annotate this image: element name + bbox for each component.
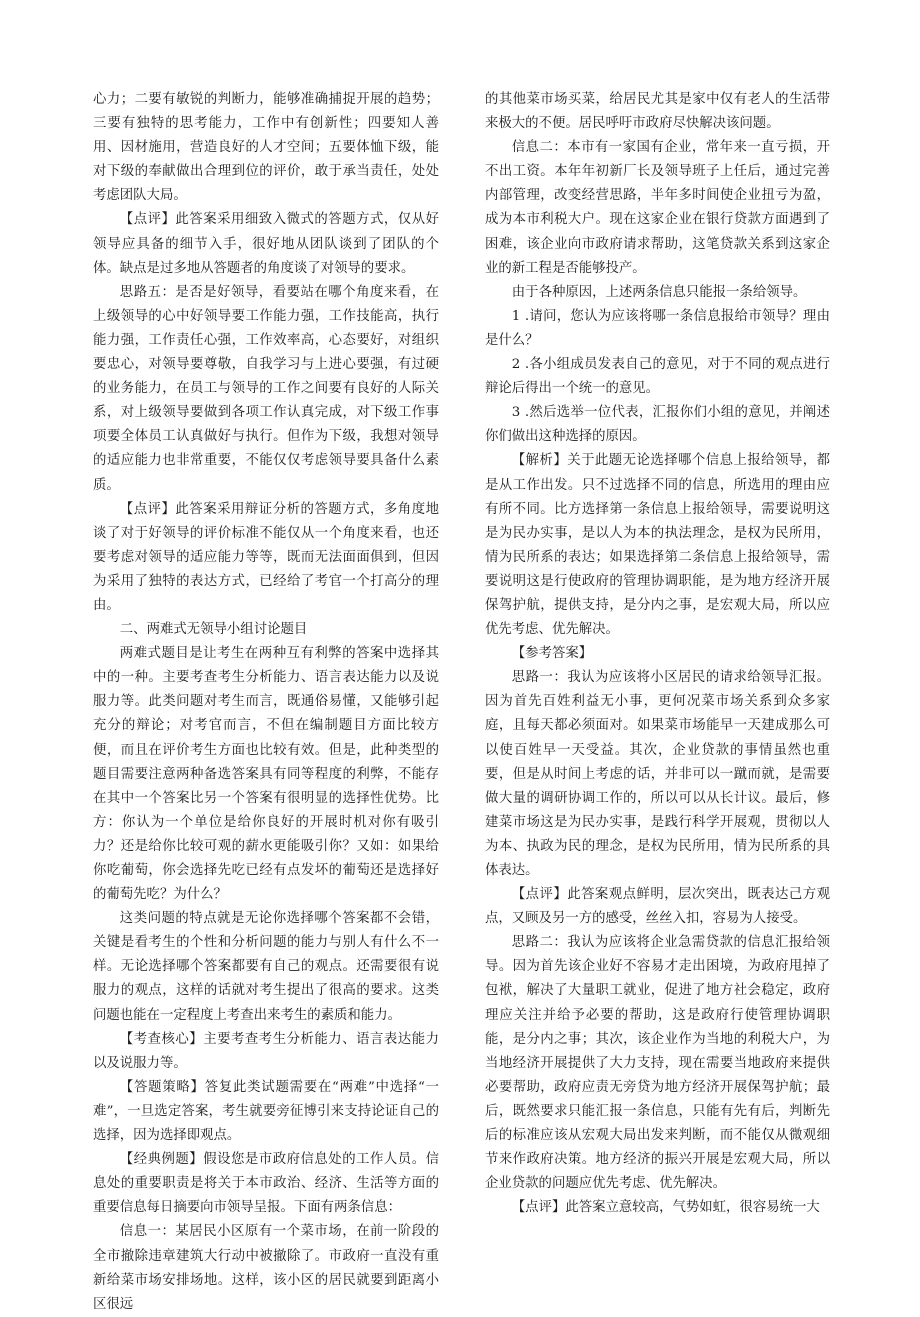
paragraph: 【解析】关于此题无论选择哪个信息上报给领导，都是从工作出发。只不过选择不同的信息，所选用的理由应有所不同。比方选择第一条信息上报给领导，需要说明这是为民办实事，是以人为本的执法理念，是权为民所用，情为民所系的表达；如果选择第二条信息上报给领导，需要说明这是行使政府的管理协调职能，是为地方经济开展保驾护航，提供支持，是分内之事，是宏观大局，所以应优先考虑、优先解决。 bbox=[485, 453, 830, 638]
paragraph: 【经典例题】假设您是市政府信息处的工作人员。信息处的重要职责是将关于本市政治、经济、生活等方面的重要信息每日摘要向市领导呈报。下面有两条信息： bbox=[93, 1152, 439, 1216]
paragraph: 【点评】此答案采用辩证分析的答题方式，多角度地谈了对于好领导的评价标准不能仅从一个角度来看，也还要考虑对领导的适应能力等等，既而无法面面俱到，但因为采用了独特的表达方式，已经给了考官一个打高分的理由。 bbox=[93, 501, 439, 613]
paragraph: 这类问题的特点就是无论你选择哪个答案都不会错，关键是看考生的个性和分析问题的能力与别人有什么不一样。无论选择哪个答案都要有自己的观点。还需要很有说服力的观点，这样的话就对考生提出了很高的要求。这类问题也能在一定程度上考查出来考生的素质和能力。 bbox=[93, 911, 439, 1023]
paragraph: 思路二：我认为应该将企业急需贷款的信息汇报给领导。因为首先该企业好不容易才走出困境，为政府甩掉了包袱，解决了大量职工就业，促进了地方社会稳定，政府理应关注并给予必要的帮助，这是政府行使管理协调职能，是分内之事；其次，该企业作为当地的利税大户，为当地经济开展提供了大力支持，现在需要当地政府来提供必要帮助，政府应责无旁贷为地方经济开展保驾护航；最后，既然要求只能汇报一条信息，只能有先有后，判断先后的标准应该从宏观大局出发来判断，而不能仅从微观细节来作政府决策。地方经济的振兴开展是宏观大局，所以企业贷款的问题应优先考虑、优先解决。 bbox=[485, 935, 830, 1192]
paragraph: 1 .请问，您认为应该将哪一条信息报给市领导？理由是什么？ bbox=[485, 308, 830, 348]
paragraph: 【点评】此答案观点鲜明，层次突出，既表达己方观点，又顾及另一方的感受，丝丝入扣，容易为人接受。 bbox=[485, 887, 830, 927]
paragraph: 信息一：某居民小区原有一个菜市场，在前一阶段的全市撤除违章建筑大行动中被撤除了。市政府一直没有重新给菜市场安排场地。这样，该小区的居民就要到距离小区很远 bbox=[93, 1224, 439, 1312]
paragraph: 【参考答案】 bbox=[511, 646, 593, 662]
paragraph: 心力；二要有敏锐的判断力，能够准确捕捉开展的趋势；三要有独特的思考能力，工作中有创新性；四要知人善用、因材施用，营造良好的人才空间；五要体恤下级，能对下级的奉献做出合理到位的评价，敢于承当责任，处处考虑团队大局。 bbox=[93, 92, 439, 204]
paragraph: 两难式题目是让考生在两种互有利弊的答案中选择其中的一种。主要考查考生分析能力、语言表达能力以及说服力等。此类问题对考生而言，既通俗易懂，又能够引起充分的辩论；对考官而言，不但在编制题目方面比较方便，而且在评价考生方面也比较有效。但是，此种类型的题目需要注意两种备选答案具有同等程度的利弊，不能存在其中一个答案比另一个答案有很明显的选择性优势。比方：你认为一个单位是给你良好的开展时机对你有吸引力？还是给你比较可观的薪水更能吸引你？又如：如果给你吃葡萄，你会选择先吃已经有点发坏的葡萄还是选择好的葡萄先吃？为什么？ bbox=[93, 646, 439, 903]
paragraph: 【点评】此答案采用细致入微式的答题方式，仅从好领导应具备的细节入手，很好地从团队谈到了团队的个体。缺点是过多地从答题者的角度谈了对领导的要求。 bbox=[93, 212, 439, 276]
paragraph: 的其他菜市场买菜，给居民尤其是家中仅有老人的生活带来极大的不便。居民呼吁市政府尽快解决该问题。 bbox=[485, 92, 830, 132]
left-column bbox=[93, 88, 439, 1317]
paragraph: 信息二：本市有一家国有企业，常年来一直亏损，开不出工资。本年年初新厂长及领导班子上任后，通过完善内部管理，改变经营思路，半年多时间使企业扭亏为盈，成为本市利税大户。现在这家企业在银行贷款方面遇到了困难，该企业向市政府请求帮助，这笔贷款关系到这家企业的新工程是否能够投产。 bbox=[485, 140, 830, 276]
paragraph: 【答题策略】答复此类试题需要在“两难”中选择“一难”，一旦选定答案，考生就要旁征博引来支持论证自己的选择，因为选择即观点。 bbox=[93, 1079, 439, 1144]
right-column bbox=[485, 88, 830, 1220]
paragraph: 【考查核心】主要考查考生分析能力、语言表达能力以及说服力等。 bbox=[93, 1031, 439, 1071]
paragraph: 3 .然后选举一位代表，汇报你们小组的意见，并阐述你们做出这种选择的原因。 bbox=[485, 405, 830, 445]
paragraph: 思路一：我认为应该将小区居民的请求给领导汇报。因为首先百姓利益无小事，更何况菜市场关系到众多家庭，且每天都必须面对。如果菜市场能早一天建成那么可以使百姓早一天受益。其次，企业贷款的事情虽然也重要，但是从时间上考虑的话，并非可以一蹴而就，是需要做大量的调研协调工作的，所以可以从长计议。最后，修建菜市场这是为民办实事，是践行科学开展观，贯彻以人为本、执政为民的理念，是权为民所用，情为民所系的具体表达。 bbox=[485, 670, 830, 878]
paragraph: 2 .各小组成员发表自己的意见，对于不同的观点进行辩论后得出一个统一的意见。 bbox=[485, 357, 830, 397]
section-heading: 二、两难式无领导小组讨论题目 bbox=[119, 622, 308, 638]
paragraph: 思路五：是否是好领导，看要站在哪个角度来看，在上级领导的心中好领导要工作能力强，工作技能高，执行能力强，工作责任心强，工作效率高，心态要好，对组织要忠心，对领导要尊敬，自我学习与上进心要强，有过硬的业务能力，在员工与领导的工作之间要有良好的人际关系，对上级领导要做到各项工作认真完成，对下级工作事项要全体员工认真做好与执行。但作为下级，我想对领导的适应能力也非常重要，不能仅仅考虑领导要具备什么素质。 bbox=[93, 284, 439, 493]
paragraph: 由于各种原因，上述两条信息只能报一条给领导。 bbox=[511, 284, 807, 300]
paragraph: 【点评】此答案立意较高，气势如虹，很容易统一大 bbox=[511, 1200, 820, 1216]
